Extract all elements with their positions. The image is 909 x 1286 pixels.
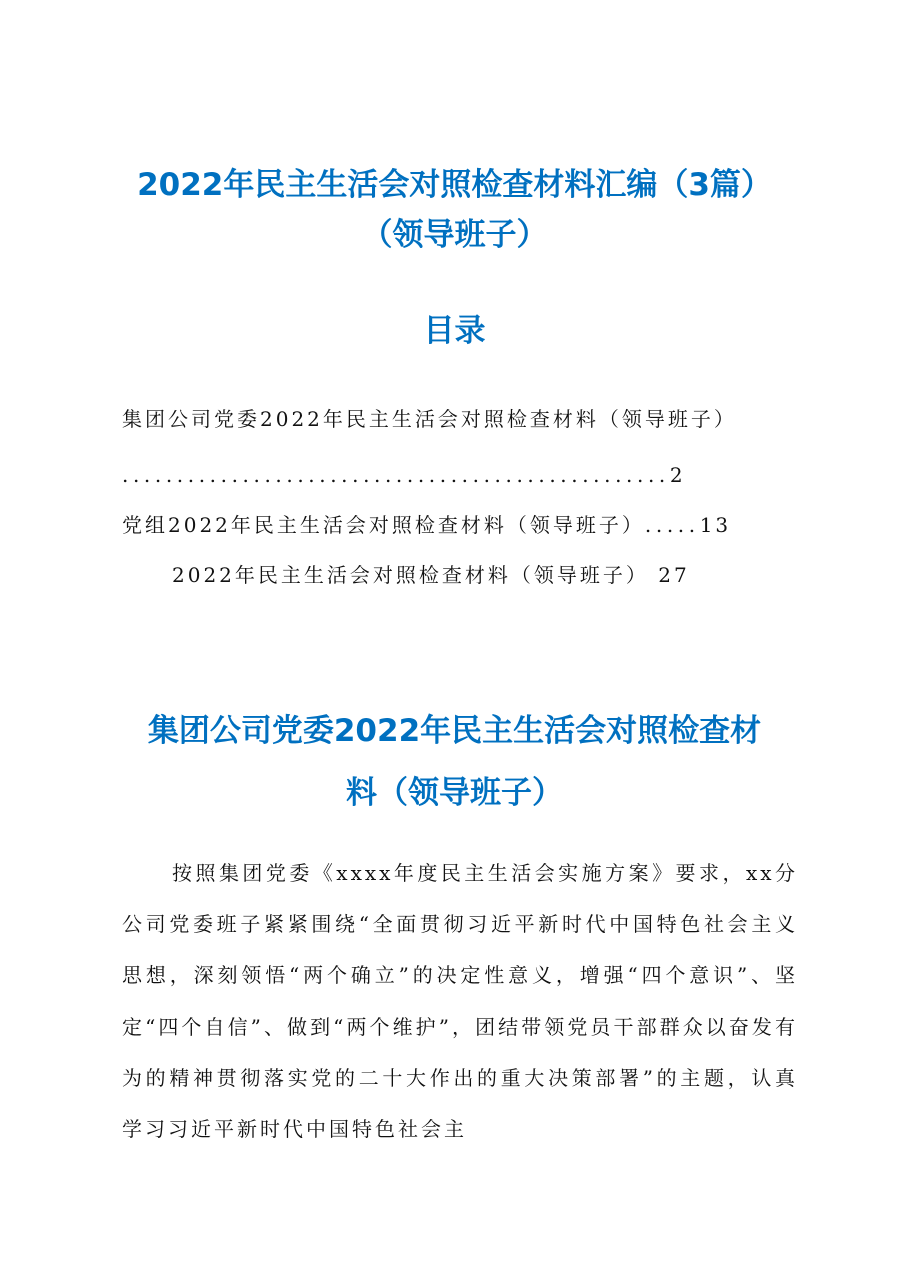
toc-item-3[interactable] [172,561,690,589]
toc-item-1-page: 2 [669,463,686,487]
document-title [0,160,909,260]
toc-item-3-page: 27 [658,563,690,587]
toc-item-1-leader[interactable] [122,461,686,489]
document-title-line1: 2022年民主生活会对照检查材料汇编（3篇） [137,167,772,203]
document-title-line2: （领导班子） [361,217,548,253]
toc-item-1-text[interactable] [122,405,737,433]
section-title-line1: 集团公司党委2022年民主生活会对照检查材 [147,713,762,749]
toc-item-2-page: 13 [699,513,732,537]
toc-item-1-dots: .................................................. [122,463,670,487]
section-title [0,700,909,824]
toc-item-3-label: 2022年民主生活会对照检查材料（领导班子） [172,563,649,587]
toc-heading: 目录 [423,313,486,349]
section-title-line2: 料（领导班子） [346,775,563,811]
toc-item-2[interactable] [122,511,731,539]
toc-item-2-dots: ..... [644,513,700,537]
toc-item-2-label: 党组2022年民主生活会对照检查材料（领导班子） [122,513,645,537]
body-paragraph: 按照集团党委《xxxx年度民主生活会实施方案》要求，xx分公司党委班子紧紧围绕“全面贯彻习近平新时代中国特色社会主义思想，深刻领悟“两个确立”的决定性意义，增强“四个意识”、坚定“四个自信”、做到“两个维护”，团结带领党员干部群众以奋发有为的精神贯彻落实党的二十大作出的重大决策部署”的主题，认真学习习近平新时代中国特色社会主 [122,861,798,1142]
toc-item-1-label: 集团公司党委2022年民主生活会对照检查材料（领导班子） [122,407,737,431]
